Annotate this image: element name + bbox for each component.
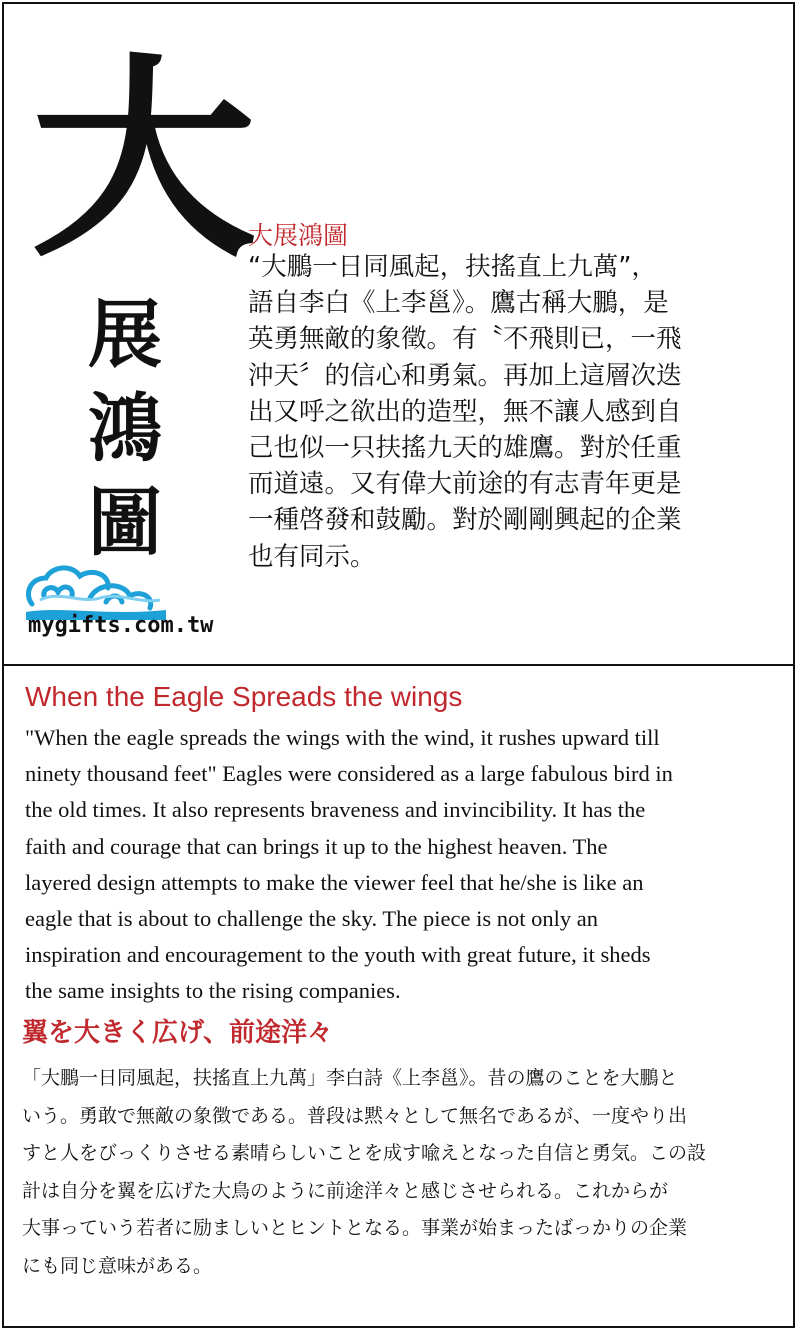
chinese-line: 語自李白《上李邕》。鷹古稱大鵬，是 [248, 288, 669, 319]
chinese-body [248, 249, 780, 575]
japanese-line: にも同じ意味がある。 [22, 1254, 213, 1277]
chinese-line: 己也似一只扶搖九天的雄鷹。對於任重 [248, 433, 682, 464]
chinese-line: 而道遠。又有偉大前途的有志青年更是 [248, 469, 682, 500]
japanese-line: 大事っていう若者に励ましいとヒントとなる。事業が始まったばっかりの企業 [22, 1217, 688, 1239]
english-line: eagle that is about to challenge the sky. The piece is not only an [25, 906, 598, 932]
calligraphy-char-hong: 鴻 [88, 386, 162, 472]
english-line: the same insights to the rising companies. [25, 978, 401, 1004]
english-title: When the Eagle Spreads the wings [25, 681, 463, 712]
calligraphy-char-tu: 圖 [88, 480, 162, 566]
japanese-title: 翼を大きく広げ、前途洋々 [22, 1018, 333, 1048]
english-line: layered design attempts to make the viewer feel that he/she is like an [25, 869, 644, 895]
chinese-line: “大鵬一日同風起，扶搖直上九萬”， [248, 252, 657, 282]
chinese-title: 大展鴻圖 [248, 221, 349, 250]
english-line: "When the eagle spreads the wings with the wind, it rushes upward till [25, 725, 660, 750]
english-line: inspiration and encouragement to the youth with great future, it sheds [25, 942, 651, 968]
japanese-line: 計は自分を翼を広げた大鳥のように前途洋々と感じさせられる。これからが [22, 1179, 669, 1202]
english-line: faith and courage that can brings it up to the highest heaven. The [25, 833, 608, 859]
calligraphy-char-zhan: 展 [88, 292, 162, 378]
english-line: ninety thousand feet" Eagles were considered as a large fabulous bird in [25, 761, 673, 787]
chinese-line: 出又呼之欲出的造型，無不讓人感到自 [248, 396, 682, 427]
japanese-line: いう。勇敢で無敵の象徴である。普段は黙々として無名であるが、一度やり出 [22, 1104, 688, 1127]
chinese-line: 也有同示。 [248, 541, 376, 572]
english-body [25, 720, 785, 1010]
section-divider [2, 664, 795, 666]
chinese-line: 一種啓發和鼓勵。對於剛剛興起的企業 [248, 505, 682, 536]
english-line: the old times. It also represents braveness and invincibility. It has the [25, 797, 646, 823]
chinese-line: 英勇無敵的象徵。有〝不飛則已，一飛 [248, 324, 682, 355]
site-url: mygifts.com.tw [28, 613, 214, 638]
japanese-line: すと人をびっくりさせる素晴らしいことを成す喩えとなった自信と勇気。この設 [22, 1142, 707, 1164]
calligraphy-big-char: 大 [30, 33, 257, 286]
japanese-line: 「大鵬一日同風起，扶搖直上九萬」李白詩《上李邕》。昔の鷹のことを大鵬と [22, 1067, 678, 1089]
japanese-body [22, 1060, 782, 1285]
chinese-line: 沖天〞的信心和勇氣。再加上這層次迭 [248, 360, 682, 391]
